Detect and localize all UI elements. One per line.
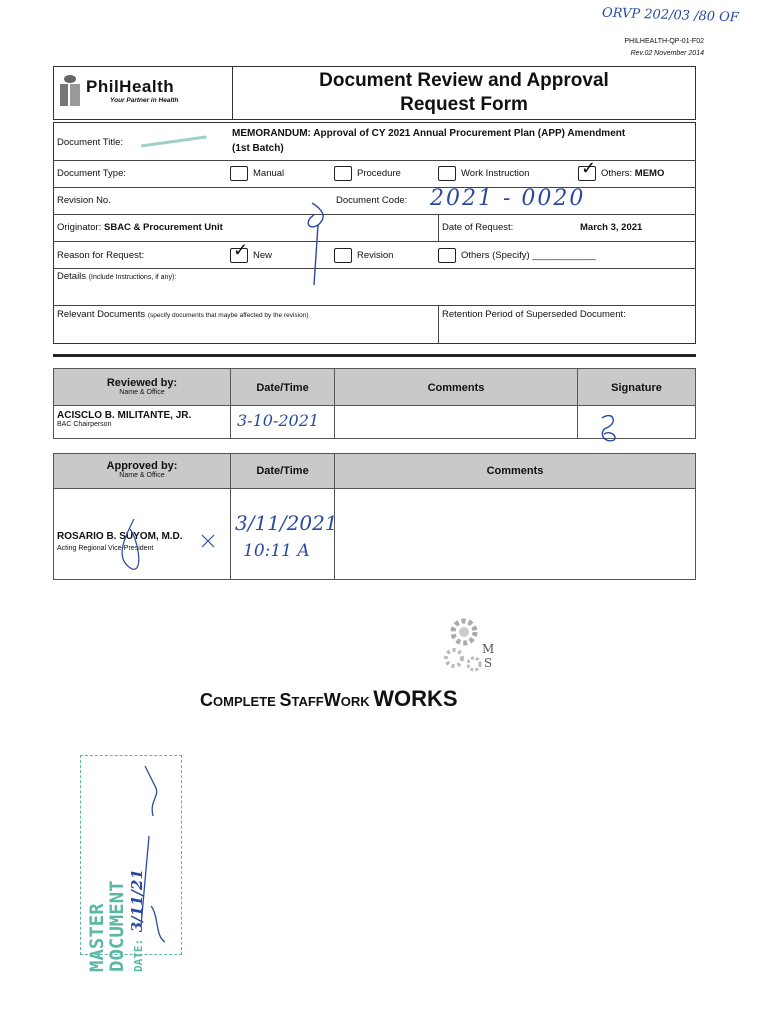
details-note: (Include Instructions, if any): <box>88 274 177 281</box>
type-others-value: MEMO <box>634 168 665 180</box>
slogan-c: C <box>200 690 213 710</box>
row-divider <box>53 305 696 306</box>
col-divider <box>438 305 439 344</box>
type-work-instruction-label: Work Instruction <box>461 168 530 180</box>
checkbox-work-instruction[interactable] <box>438 166 456 181</box>
review-comments-cell <box>334 405 578 439</box>
reviewer-office: BAC Chairperson <box>57 421 112 428</box>
reviewer-signature <box>596 410 626 452</box>
review-comments-header: Comments <box>334 368 578 406</box>
details-label: Details <box>57 271 87 282</box>
reason-label: Reason for Request: <box>57 250 145 261</box>
type-work-instruction-option[interactable] <box>438 166 529 181</box>
logo-area <box>54 67 233 119</box>
document-title-label: Document Title: <box>57 137 123 148</box>
qms-letter-m: M <box>482 642 495 656</box>
checkbox-new-checked[interactable] <box>230 240 249 263</box>
handwritten-reference: ORVP 202/03 /80 OF <box>601 5 740 26</box>
type-manual-label: Manual <box>253 168 285 180</box>
section-separator <box>53 354 696 357</box>
originator-label: Originator: <box>57 222 102 233</box>
slogan <box>200 686 458 712</box>
review-signature-header: Signature <box>577 368 696 406</box>
slogan-ork: ORK <box>340 694 374 709</box>
reviewer-name: ACISCLO B. MILITANTE, JR. <box>57 410 192 421</box>
reason-new-option[interactable] <box>230 240 273 263</box>
initials-signature <box>298 195 338 290</box>
reason-new-label: New <box>253 250 273 262</box>
master-document-stamp <box>80 755 182 972</box>
row-divider <box>53 268 696 269</box>
form-code: PHILHEALTH-QP-01-F02 <box>624 38 704 45</box>
approved-by-subtitle: Name & Office <box>119 472 165 479</box>
approver-signature <box>104 499 224 579</box>
row-divider <box>53 214 696 215</box>
form-revision: Rev.02 November 2014 <box>630 50 704 57</box>
logo-name: PhilHealth <box>86 77 175 96</box>
review-datetime-header: Date/Time <box>230 368 335 406</box>
relevant-documents-note: (specify documents that maybe affected by the revision) <box>147 312 309 319</box>
form-title-line2: Request Form <box>400 94 528 115</box>
form-title-line1: Document Review and Approval <box>319 70 609 91</box>
slogan-s: S <box>279 690 292 710</box>
slogan-works: WORKS <box>373 686 458 711</box>
checkbox-others-checked[interactable] <box>578 158 597 181</box>
col-divider <box>438 214 439 241</box>
retention-period-label: Retention Period of Superseded Document: <box>442 309 626 320</box>
date-of-request-value: March 3, 2021 <box>580 222 643 233</box>
document-code-label: Document Code: <box>336 195 408 206</box>
philhealth-logo-icon <box>60 75 82 107</box>
header-box <box>53 66 696 120</box>
approver-name: ROSARIO B. SUYOM, M.D. <box>57 531 183 542</box>
type-procedure-label: Procedure <box>357 168 401 180</box>
document-title-value: MEMORANDUM: Approval of CY 2021 Annual Procurement Plan (APP) Amendment <box>232 128 626 139</box>
row-divider <box>53 160 696 161</box>
reviewed-by-subtitle: Name & Office <box>119 389 165 396</box>
revision-no-label: Revision No. <box>57 195 111 206</box>
slogan-w: W <box>323 690 341 710</box>
document-title-value-cont: (1st Batch) <box>232 143 284 154</box>
reviewed-by-header <box>53 368 231 406</box>
approved-by-header <box>53 453 231 489</box>
approver-office: Acting Regional Vice-President <box>57 545 154 552</box>
approve-date-value: 3/11/2021 <box>235 511 338 535</box>
reason-revision-label: Revision <box>357 250 394 262</box>
slogan-taff: TAFF <box>291 694 324 709</box>
relevant-documents-label: Relevant Documents <box>57 309 146 320</box>
approve-time-value: 10:11 A <box>243 541 310 561</box>
approve-comments-cell <box>334 488 696 580</box>
row-divider <box>53 187 696 188</box>
stamp-line-document: DOCUMENT <box>106 880 128 972</box>
type-procedure-option[interactable] <box>334 166 401 181</box>
reason-others-option[interactable] <box>438 248 596 263</box>
reason-others-label: Others (Specify) ____________ <box>461 250 596 262</box>
reason-revision-option[interactable] <box>334 248 393 263</box>
type-manual-option[interactable] <box>230 166 284 181</box>
stamp-line-master: MASTER <box>86 903 108 972</box>
stamp-signature <box>125 756 185 946</box>
checkbox-procedure[interactable] <box>334 166 352 181</box>
row-divider <box>53 241 696 242</box>
review-signature-cell <box>577 405 696 439</box>
details-field <box>57 271 176 282</box>
originator-field <box>57 222 223 233</box>
reviewer-cell <box>53 405 231 439</box>
approver-cell <box>53 488 231 580</box>
type-others-label: Others: <box>601 168 633 180</box>
stamp-date-label: DATE: <box>132 938 145 972</box>
approved-by-title: Approved by: <box>106 460 178 472</box>
document-code-value: 2021 - 0020 <box>430 186 586 211</box>
approve-datetime-header: Date/Time <box>230 453 335 489</box>
checkbox-others[interactable] <box>438 248 456 263</box>
date-of-request-label: Date of Request: <box>442 222 514 233</box>
logo-tagline: Your Partner in Health <box>110 97 179 104</box>
reviewed-by-title: Reviewed by: <box>106 377 178 389</box>
review-datetime-value: 3-10-2021 <box>237 411 320 430</box>
originator-value: SBAC & Procurement Unit <box>104 222 223 233</box>
qms-letter-s: S <box>484 656 493 670</box>
approve-comments-header: Comments <box>334 453 696 489</box>
type-others-option[interactable] <box>578 158 665 181</box>
checkbox-manual[interactable] <box>230 166 248 181</box>
stamp-date-value: 3/11/21 <box>128 869 146 933</box>
relevant-documents-field <box>57 309 308 320</box>
review-datetime-cell <box>230 405 335 439</box>
slogan-omplete: OMPLETE <box>213 694 280 709</box>
check-mark-icon: ✓ <box>581 158 597 178</box>
document-type-label: Document Type: <box>57 168 127 179</box>
check-mark-icon: ✓ <box>233 240 249 260</box>
approve-datetime-cell <box>230 488 338 580</box>
